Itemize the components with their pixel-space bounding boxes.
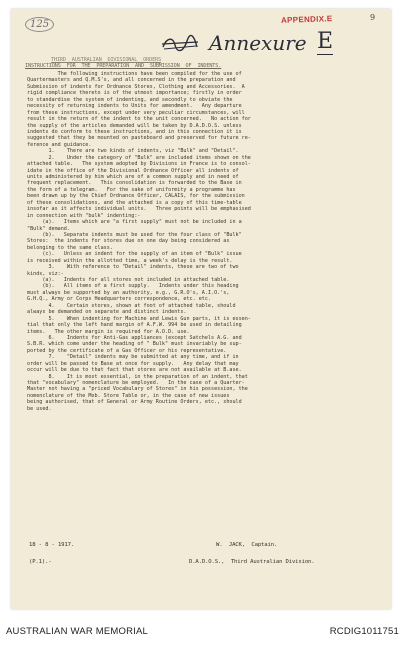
body-line: to standardise the system of indenting, and secondly to obviate the: [27, 96, 233, 103]
folio-number: 125: [25, 17, 54, 32]
body-line: necessity of returning indents to Units for amendment. Any departure: [27, 103, 242, 110]
body-line: be used.: [27, 405, 52, 412]
body-line: S.B.R. which come under the heading of " Bulk" must invariably be sup-: [27, 341, 242, 348]
body-line: suggested that they be mounted on pasteboard and preserved for future re-: [27, 135, 251, 142]
body-line: of these consolidations, and the attached is a copy of this time-table: [27, 199, 242, 206]
body-line: from these instructions, except under very peculiar circumstances, will: [27, 109, 245, 116]
body-line: insofar as it affects individual units. Three points will be emphasised: [27, 206, 251, 213]
page-number: 9: [370, 13, 376, 22]
body-line: Stores: the indents for stores due on one day being considered as: [27, 238, 230, 245]
body-line: is received within the allotted time, a week's delay is the result.: [27, 257, 233, 264]
body-line: units administered by him which are of a common supply and in need of: [27, 174, 239, 180]
body-line: ference and guidance.: [27, 141, 92, 148]
body-line: ported by the certificate of a Gas Officer or his representative.: [27, 347, 227, 354]
body-line: 3. With reference to "Detail" indents, these are two of two: [27, 264, 239, 271]
body-line: must always be supported by an authority, e.g., G.R.O's, A.I.O.'s,: [27, 289, 230, 296]
body-line: the form of a telegram. For the sake of uniformity a programme has: [27, 186, 236, 193]
body-line: Master not having a "priced Vocabulary of Stores" in his possession, the: [27, 386, 248, 393]
document-body: [27, 71, 379, 412]
body-line: kinds, viz:-: [27, 270, 64, 277]
body-line: 6. Indents for Anti-Gas appliances (except Satchels A.G. and: [27, 334, 242, 341]
document-title: INSTRUCTIONS FOR THE PREPARATION AND SUBMISSION OF INDENTS.: [25, 63, 222, 69]
document-date: 18 - 8 - 1917.: [29, 542, 75, 548]
body-line: idate in the office of the Divisional Ordnance Officer all indents of: [27, 167, 239, 174]
body-line: being authorised, that of General or Army Routine Orders, etc., should: [27, 399, 242, 406]
body-line: items. The other margin is required for A.O.D. use.: [27, 328, 190, 335]
annexure-label: Annexure: [209, 31, 307, 55]
body-line: Submission of indents for Ordnance Stores, Clothing and Accessories. A: [27, 83, 245, 90]
signature-title: D.A.D.O.S., Third Australian Division.: [189, 559, 315, 565]
body-line: 1. There are two kinds of indents, viz "Bulk" and "Detail".: [27, 148, 239, 155]
body-line: 8. It is most essential, in the preparation of an indent, that: [27, 373, 248, 380]
body-line: (c). Unless an indent for the supply of an item of "Bulk" issue: [27, 251, 242, 258]
body-line: belonging to the same class.: [27, 244, 113, 251]
body-line: rigid compliance thereto is of the utmost importance; firstly in order: [27, 90, 242, 97]
body-line: always be demanded on separate and distinct indents.: [27, 309, 187, 316]
document-reference: (P.1).-: [29, 559, 52, 565]
body-line: (a). Indents for all stores not included in attached table.: [27, 277, 230, 283]
body-line: that "vocabulary" nomenclature be employed. In the case of a Quarter-: [27, 380, 245, 386]
body-line: 2. Under the category of "Bulk" are included items shown on the: [27, 154, 251, 161]
body-line: (b). All items of a first supply. Indents under this heading: [27, 283, 239, 290]
body-line: frequent replacement. This consolidation is forwarded to the Base in: [27, 180, 242, 187]
annexure-letter: E: [317, 29, 334, 54]
body-line: in connection with "bulk" indenting:-: [27, 212, 141, 219]
body-line: order will be passed to Base at once for supply. Any delay that may: [27, 360, 239, 367]
body-line: (b). Separate indents must be used for the four class of "Bulk": [27, 231, 242, 238]
body-line: indents do conform to these instructions, and in this connection it is: [27, 128, 242, 135]
orders-header: THIRD AUSTRALIAN DIVISIONAL ORDERS: [51, 57, 162, 63]
archive-reference: RCDIG1011751: [329, 626, 399, 637]
body-line: 5. When indenting for Machine and Lewis Gun parts, it is essen-: [27, 315, 251, 322]
appendix-stamp: APPENDIX.E: [280, 14, 333, 25]
body-line: The following instructions have been compiled for the use of: [27, 71, 242, 77]
body-line: attached table. The system adopted by Divisions in France is to consol-: [27, 161, 251, 168]
signature-name: W. JACK, Captain.: [216, 542, 278, 548]
scribble-mark: [161, 33, 199, 57]
body-line: 4. Certain stores, shown at foot of attached table, should: [27, 302, 236, 309]
body-line: G.H.Q., Army or Corps Headquarters correspondence, etc. etc.: [27, 296, 212, 303]
body-line: 7. "Detail" indents may be submitted at any time, and if in: [27, 354, 239, 361]
archive-footer: [0, 618, 405, 654]
body-line: been drawn up by the Chief Ordnance Officer, CALAIS, for the submission: [27, 193, 245, 200]
body-line: result in the return of the indent to the unit concerned. No action for: [27, 116, 251, 123]
body-line: the supply of the articles demanded will be taken by D.A.D.O.S. unless: [27, 122, 242, 129]
body-line: Quartermasters and Q.M.S's, and all concerned in the preparation and: [27, 77, 236, 84]
body-line: occur will be due to that fact that stores are not available at B.ase.: [27, 367, 242, 374]
archive-name: AUSTRALIAN WAR MEMORIAL: [6, 626, 149, 637]
handwritten-heading: [161, 31, 371, 61]
body-line: nomenclature of the Mob. Store Table or, in the case of new issues: [27, 392, 230, 399]
body-line: "Bulk" demand.: [27, 225, 70, 232]
body-line: tial that only the left hand margin of A.F.W. 994 be used in detailing: [27, 322, 242, 329]
body-line: (a). Items which are "a first supply" must not be included in a: [27, 219, 242, 226]
document-page: [11, 9, 391, 609]
